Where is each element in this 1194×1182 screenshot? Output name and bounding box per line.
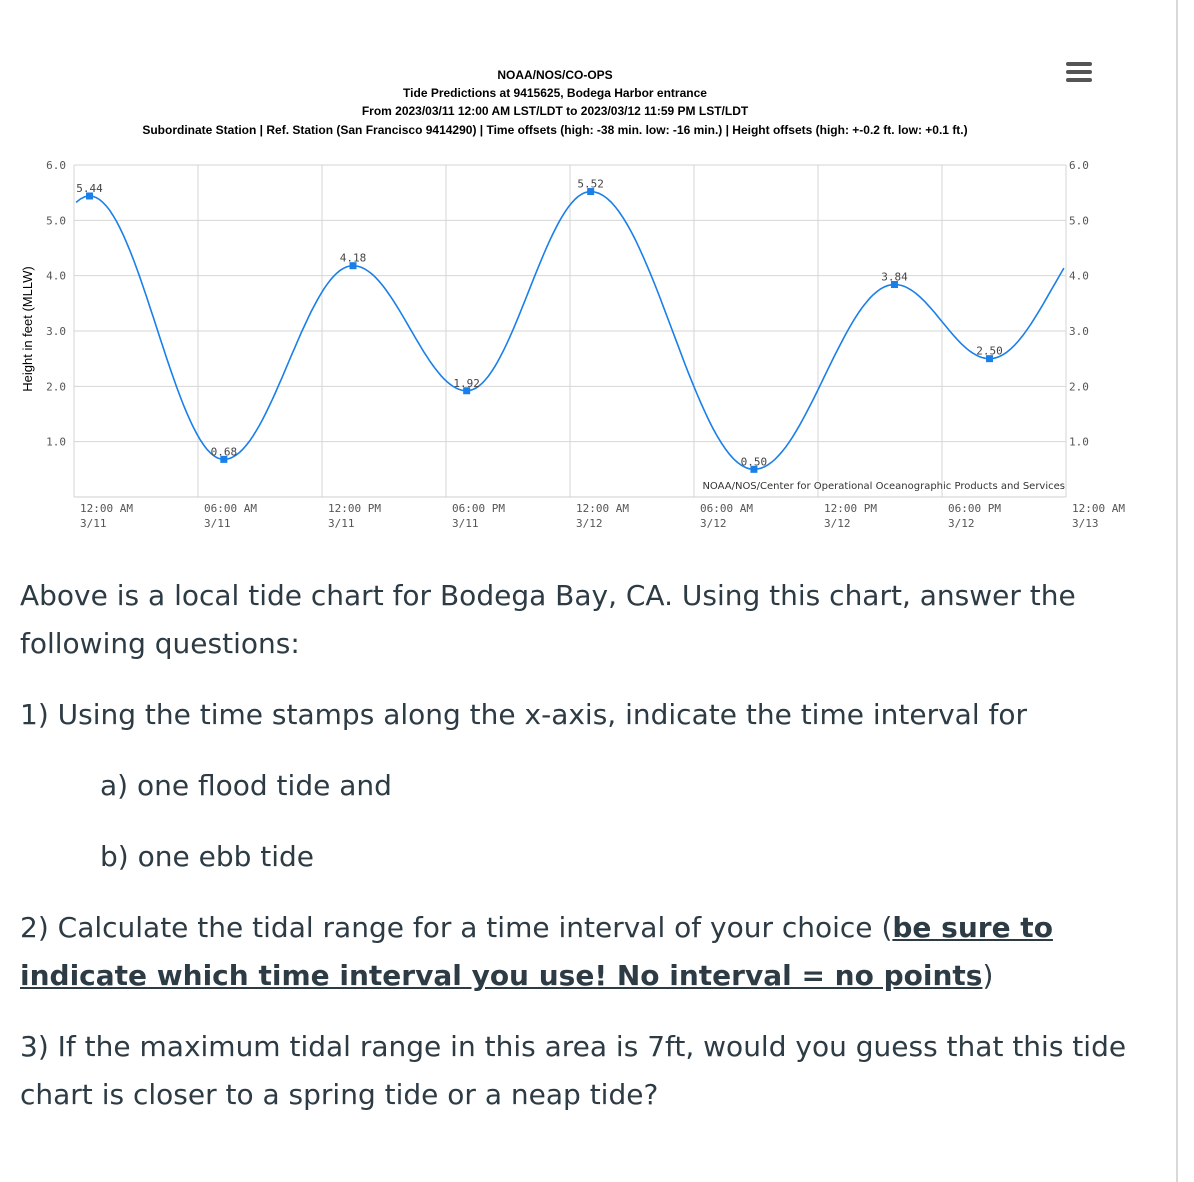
x-tick-label-time: 12:00 AM — [80, 502, 133, 515]
questions-block — [20, 572, 1140, 1119]
chart-credit: NOAA/NOS/Center for Operational Oceanographic Products and Services — [702, 481, 1065, 492]
x-tick-label-time: 06:00 PM — [948, 502, 1001, 515]
tide-extremum-label: 4.18 — [339, 251, 367, 265]
x-tick-label-time: 06:00 PM — [452, 502, 505, 515]
tide-extremum-label: 2.50 — [976, 344, 1003, 358]
x-tick-label-date: 3/12 — [576, 517, 603, 530]
x-tick-label-date: 3/11 — [80, 517, 107, 530]
page-divider — [1176, 0, 1178, 1182]
y-tick-label-left: 4.0 — [46, 269, 66, 283]
y-tick-label-right: 3.0 — [1069, 325, 1089, 338]
chart-title-line: Tide Predictions at 9415625, Bodega Harbor entrance — [403, 86, 707, 100]
x-tick-label-date: 3/11 — [204, 517, 231, 530]
x-tick-label-time: 12:00 PM — [824, 502, 877, 515]
y-tick-label-left: 2.0 — [46, 380, 66, 394]
x-tick-label-date: 3/11 — [328, 517, 355, 530]
y-tick-label-left: 6.0 — [46, 159, 66, 172]
question-2 — [20, 904, 1140, 1000]
question-1: 1) Using the time stamps along the x-axis, indicate the time interval for — [20, 698, 1028, 731]
x-tick-label-date: 3/12 — [824, 517, 851, 530]
x-tick-label-date: 3/12 — [948, 517, 975, 530]
x-tick-label-date: 3/13 — [1072, 517, 1099, 530]
y-tick-label-right: 5.0 — [1069, 214, 1089, 228]
tide-extremum-label: 0.50 — [740, 455, 768, 469]
questions-intro: Above is a local tide chart for Bodega Bay, CA. Using this chart, answer the following questions: — [20, 579, 1076, 660]
tide-chart — [0, 0, 1194, 560]
tide-extremum-label: 0.68 — [210, 445, 238, 459]
question-2-start: 2) Calculate the tidal range for a time interval of your choice ( — [20, 911, 893, 944]
x-tick-label-time: 12:00 AM — [576, 502, 629, 515]
tide-extremum-label: 5.52 — [577, 177, 604, 191]
tide-extremum-label: 5.44 — [76, 181, 103, 195]
question-1b: b) one ebb tide — [100, 840, 315, 873]
question-3: 3) If the maximum tidal range in this area is 7ft, would you guess that this tide chart is closer to a spring tide or a neap tide? — [20, 1030, 1127, 1111]
x-tick-label-date: 3/11 — [452, 517, 479, 530]
y-tick-label-right: 6.0 — [1069, 159, 1089, 172]
y-tick-label-right: 1.0 — [1069, 435, 1089, 449]
y-axis-label: Height in feet (MLLW) — [20, 266, 35, 392]
y-tick-label-left: 5.0 — [46, 214, 66, 228]
tide-extremum-label: 3.84 — [881, 270, 908, 284]
y-tick-label-left: 3.0 — [46, 325, 66, 338]
y-tick-label-right: 4.0 — [1069, 269, 1089, 283]
chart-title-line: NOAA/NOS/CO-OPS — [497, 68, 613, 82]
x-tick-label-time: 06:00 AM — [204, 502, 257, 515]
x-tick-label-time: 06:00 AM — [700, 502, 753, 515]
question-2-emphasis: be sure to indicate which time interval you use! No interval = no points — [20, 911, 1053, 992]
chart-menu-button[interactable] — [1066, 62, 1092, 86]
chart-title-line: Subordinate Station | Ref. Station (San Francisco 9414290) | Time offsets (high: -38 min. low: -16 min.) | Height offsets (high: +-0.2 ft. low: +0.1 ft.) — [142, 123, 968, 137]
tide-chart-svg — [0, 0, 1194, 560]
hamburger-icon — [1066, 62, 1092, 66]
tide-extremum-label: 1.92 — [453, 376, 480, 390]
x-tick-label-time: 12:00 PM — [328, 502, 381, 515]
question-2-end: ) — [982, 959, 994, 992]
x-tick-label-time: 12:00 AM — [1072, 502, 1125, 515]
y-tick-label-right: 2.0 — [1069, 380, 1089, 394]
y-tick-label-left: 1.0 — [46, 435, 66, 449]
question-1a: a) one flood tide and — [100, 769, 392, 802]
x-tick-label-date: 3/12 — [700, 517, 727, 530]
chart-title-line: From 2023/03/11 12:00 AM LST/LDT to 2023/03/12 11:59 PM LST/LDT — [361, 104, 749, 118]
